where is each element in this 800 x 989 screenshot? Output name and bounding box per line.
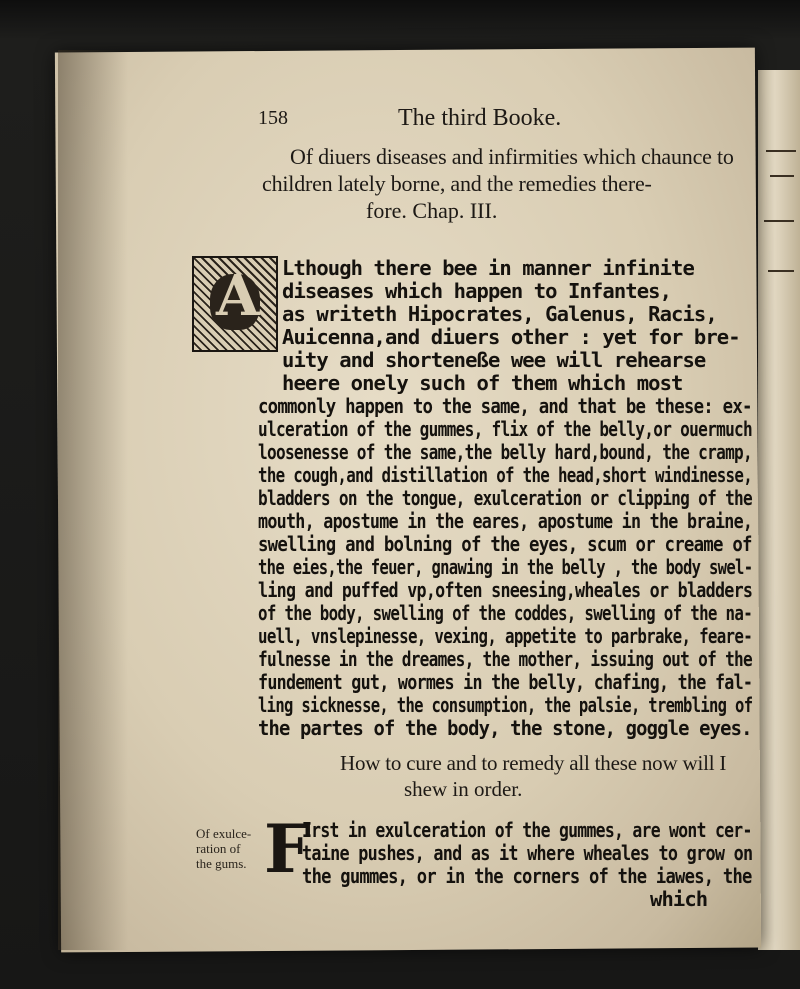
body-line: as writeth Hipocrates, Galenus, Racis,: [282, 302, 717, 326]
body-line: commonly happen to the same, and that be these: ex-: [258, 394, 752, 418]
woodcut-initial-block: [192, 256, 278, 352]
body-line: heere onely such of them which most: [282, 371, 683, 395]
body-line: diseases which happen to Infantes,: [282, 279, 672, 303]
body-line: ling and puffed vp,often sneesing,wheales or bladders: [258, 578, 753, 602]
body-line: fulnesse in the dreames, the mother, issuing out of the: [258, 647, 753, 671]
body-line: of the body, swelling of the coddes, swelling of the na-: [258, 601, 753, 625]
chapter-heading-line-1: Of diuers diseases and infirmities which chaunce to: [290, 144, 734, 169]
section-line-4: which: [650, 887, 708, 911]
section-line-1: Irst in exulceration of the gummes, are wont cer-: [302, 818, 752, 842]
chapter-heading-line-2: children lately borne, and the remedies there-: [262, 171, 652, 196]
body-line: ulceration of the gummes, flix of the belly,or ouermuch: [258, 417, 753, 441]
body-line: ling sicknesse, the consumption, the palsie, trembling of: [258, 693, 753, 717]
margin-note-line-3: the gums.: [196, 856, 247, 871]
facing-page-edge: [758, 70, 800, 950]
body-line: fundement gut, wormes in the belly, chafing, the fal-: [258, 670, 753, 694]
drop-cap-letter: F: [264, 810, 311, 888]
body-line: Lthough there bee in manner infinite: [282, 256, 694, 280]
body-line: bladders on the tongue, exulceration or clipping of the: [258, 486, 753, 510]
subheading-line-2: shew in order.: [404, 777, 523, 801]
section-line-2: taine pushes, and as it where wheales to grow on: [302, 841, 753, 865]
margin-note-line-1: Of exulce-: [196, 826, 252, 841]
woodcut-initial-letter: A: [216, 263, 260, 329]
body-line: mouth, apostume in the eares, apostume in the braine,: [258, 509, 753, 533]
body-line: swelling and bolning of the eyes, scum or creame of: [258, 532, 752, 556]
body-line: the eies,the feuer, gnawing in the belly , the body swel-: [258, 555, 753, 579]
running-title: The third Booke.: [398, 105, 562, 131]
gutter-shadow: [58, 50, 128, 950]
section-line-3: the gummes, or in the corners of the iawes, the: [302, 864, 752, 888]
body-line: the partes of the body, the stone, goggle eyes.: [258, 716, 752, 740]
body-line: uell, vnslepinesse, vexing, appetite to parbrake, feare-: [258, 624, 753, 648]
chapter-heading-line-3: fore. Chap. III.: [366, 198, 498, 223]
body-line: Auicenna,and diuers other : yet for bre-: [282, 325, 740, 349]
subheading-line-1: How to cure and to remedy all these now will I: [340, 751, 727, 775]
body-line: uity and shorteneße wee will rehearse: [282, 348, 706, 372]
page-number: 158: [258, 107, 288, 129]
margin-note-line-2: ration of: [196, 841, 241, 856]
body-line: loosenesse of the same,the belly hard,bound, the cramp,: [258, 440, 753, 464]
body-line: the cough,and distillation of the head,short windinesse,: [258, 463, 753, 487]
